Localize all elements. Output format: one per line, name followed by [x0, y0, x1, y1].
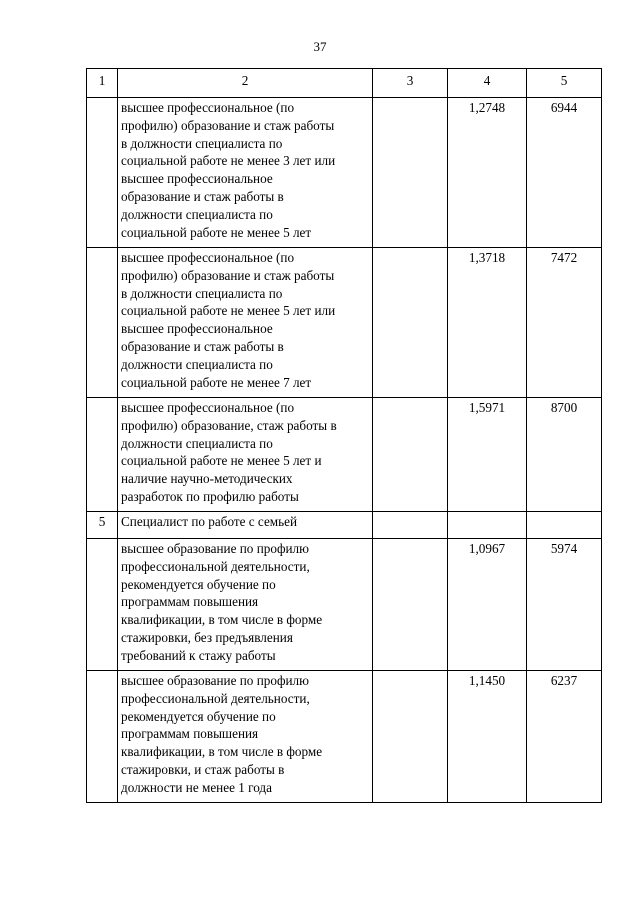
salary-cell: [527, 512, 602, 539]
column-3-cell: [373, 248, 448, 398]
section-header-row: [87, 512, 602, 539]
column-header: 4: [448, 69, 527, 98]
qualification-requirement-cell: высшее образование по профилю профессиональной деятельности, рекомендуется обучение по программам повышения квалификации, в том числе в форме стажировки, без предъявления требований к стажу работы: [118, 539, 373, 671]
column-3-cell: [373, 398, 448, 512]
row-index-cell: [87, 398, 118, 512]
column-header: 5: [527, 69, 602, 98]
coefficient-cell: 1,0967: [448, 539, 527, 671]
section-title-cell: Специалист по работе с семьей: [118, 512, 373, 539]
column-header: 1: [87, 69, 118, 98]
column-3-cell: [373, 512, 448, 539]
column-header: 2: [118, 69, 373, 98]
table-row: [87, 671, 602, 803]
section-index-cell: 5: [87, 512, 118, 539]
table-header-row: [87, 69, 602, 98]
salary-cell: 6237: [527, 671, 602, 803]
column-3-cell: [373, 671, 448, 803]
table-row: [87, 248, 602, 398]
coefficient-cell: 1,5971: [448, 398, 527, 512]
qualification-requirement-cell: высшее профессиональное (по профилю) образование и стаж работы в должности специалиста по социальной работе не менее 3 лет или высшее профессиональное образование и стаж работы в должности специалиста по социальной работе не менее 5 лет: [118, 98, 373, 248]
table-row: [87, 398, 602, 512]
coefficient-cell: [448, 512, 527, 539]
salary-cell: 8700: [527, 398, 602, 512]
page-number: 37: [313, 39, 327, 54]
coefficient-cell: 1,3718: [448, 248, 527, 398]
coefficient-cell: 1,2748: [448, 98, 527, 248]
coefficient-cell: 1,1450: [448, 671, 527, 803]
qualification-requirement-cell: высшее образование по профилю профессиональной деятельности, рекомендуется обучение по программам повышения квалификации, в том числе в форме стажировки, и стаж работы в должности не менее 1 года: [118, 671, 373, 803]
salary-cell: 7472: [527, 248, 602, 398]
table-row: [87, 98, 602, 248]
qualification-requirement-cell: высшее профессиональное (по профилю) образование и стаж работы в должности специалиста по социальной работе не менее 5 лет или высшее профессиональное образование и стаж работы в должности специалиста по социальной работе не менее 7 лет: [118, 248, 373, 398]
row-index-cell: [87, 539, 118, 671]
salary-table: [86, 68, 602, 803]
qualification-requirement-cell: высшее профессиональное (по профилю) образование, стаж работы в должности специалиста по социальной работе не менее 5 лет и наличие научно-методических разработок по профилю работы: [118, 398, 373, 512]
salary-cell: 6944: [527, 98, 602, 248]
column-header: 3: [373, 69, 448, 98]
column-3-cell: [373, 98, 448, 248]
row-index-cell: [87, 671, 118, 803]
row-index-cell: [87, 98, 118, 248]
table-row: [87, 539, 602, 671]
column-3-cell: [373, 539, 448, 671]
salary-cell: 5974: [527, 539, 602, 671]
row-index-cell: [87, 248, 118, 398]
